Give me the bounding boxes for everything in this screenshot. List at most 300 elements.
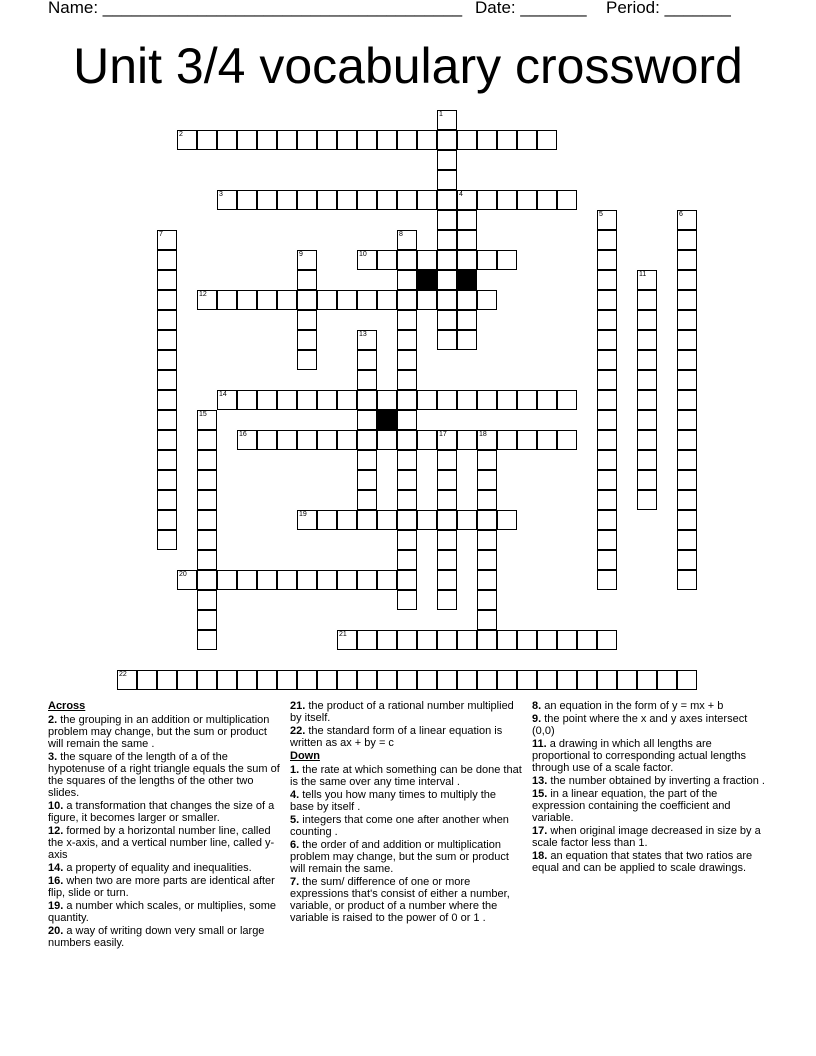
grid-cell[interactable] [157,310,177,330]
grid-cell[interactable] [177,130,197,150]
grid-cell[interactable] [157,270,177,290]
grid-cell[interactable] [397,550,417,570]
grid-cell[interactable] [597,490,617,510]
grid-cell[interactable] [597,350,617,370]
grid-cell[interactable] [377,390,397,410]
grid-cell[interactable] [537,130,557,150]
grid-cell[interactable] [377,630,397,650]
grid-cell[interactable] [437,510,457,530]
grid-cell[interactable] [357,450,377,470]
grid-cell[interactable] [397,510,417,530]
date-field[interactable]: Date: _______ [475,0,587,17]
grid-cell[interactable] [297,130,317,150]
grid-cell[interactable] [397,670,417,690]
grid-cell[interactable] [497,190,517,210]
grid-cell[interactable] [277,670,297,690]
grid-cell[interactable] [437,390,457,410]
grid-cell[interactable] [297,350,317,370]
grid-cell[interactable] [437,530,457,550]
grid-cell[interactable] [337,190,357,210]
grid-cell[interactable] [437,330,457,350]
name-field[interactable]: Name: ______________________________________ [48,0,463,17]
grid-cell[interactable] [297,570,317,590]
grid-cell[interactable] [457,210,477,230]
grid-cell[interactable] [397,470,417,490]
grid-cell[interactable] [237,430,257,450]
grid-cell[interactable] [477,250,497,270]
grid-cell[interactable] [257,570,277,590]
grid-cell[interactable] [357,430,377,450]
grid-cell[interactable] [357,410,377,430]
grid-cell[interactable] [297,670,317,690]
grid-cell[interactable] [457,430,477,450]
grid-cell[interactable] [677,230,697,250]
grid-cell[interactable] [397,490,417,510]
grid-cell[interactable] [357,510,377,530]
grid-cell[interactable] [637,450,657,470]
grid-cell[interactable] [357,470,377,490]
grid-cell[interactable] [637,330,657,350]
grid-cell[interactable] [197,570,217,590]
grid-cell[interactable] [377,510,397,530]
grid-cell[interactable] [677,470,697,490]
grid-cell[interactable] [597,270,617,290]
grid-cell[interactable] [477,450,497,470]
grid-cell[interactable] [397,310,417,330]
grid-cell[interactable] [397,250,417,270]
grid-cell[interactable] [457,230,477,250]
grid-cell[interactable] [397,450,417,470]
grid-cell[interactable] [337,430,357,450]
grid-cell[interactable] [497,430,517,450]
grid-cell[interactable] [637,370,657,390]
grid-cell[interactable] [397,370,417,390]
grid-cell[interactable] [157,230,177,250]
grid-cell[interactable] [137,670,157,690]
grid-cell[interactable] [277,290,297,310]
grid-cell[interactable] [597,390,617,410]
grid-cell[interactable] [437,450,457,470]
grid-cell[interactable] [197,470,217,490]
grid-cell[interactable] [477,670,497,690]
grid-cell[interactable] [597,230,617,250]
grid-cell[interactable] [497,130,517,150]
grid-cell[interactable] [197,670,217,690]
grid-cell[interactable] [217,570,237,590]
grid-cell[interactable] [597,370,617,390]
grid-cell[interactable] [477,430,497,450]
grid-cell[interactable] [677,250,697,270]
grid-cell[interactable] [437,430,457,450]
grid-cell[interactable] [677,530,697,550]
grid-cell[interactable] [317,190,337,210]
grid-cell[interactable] [437,210,457,230]
grid-cell[interactable] [457,190,477,210]
grid-cell[interactable] [677,390,697,410]
grid-cell[interactable] [237,670,257,690]
grid-cell[interactable] [437,550,457,570]
grid-cell[interactable] [677,350,697,370]
grid-cell[interactable] [417,130,437,150]
grid-cell[interactable] [517,670,537,690]
grid-cell[interactable] [197,550,217,570]
grid-cell[interactable] [597,570,617,590]
grid-cell[interactable] [437,590,457,610]
grid-cell[interactable] [457,290,477,310]
grid-cell[interactable] [157,510,177,530]
grid-cell[interactable] [597,510,617,530]
grid-cell[interactable] [677,670,697,690]
grid-cell[interactable] [417,290,437,310]
grid-cell[interactable] [197,490,217,510]
grid-cell[interactable] [477,190,497,210]
grid-cell[interactable] [437,250,457,270]
grid-cell[interactable] [277,430,297,450]
grid-cell[interactable] [297,330,317,350]
grid-cell[interactable] [477,470,497,490]
grid-cell[interactable] [357,370,377,390]
clue-number: 2 [179,131,183,138]
grid-cell[interactable] [257,190,277,210]
grid-cell[interactable] [477,570,497,590]
grid-cell[interactable] [257,390,277,410]
grid-cell[interactable] [597,430,617,450]
grid-cell[interactable] [677,310,697,330]
grid-cell[interactable] [677,410,697,430]
grid-cell[interactable] [477,630,497,650]
grid-cell[interactable] [357,290,377,310]
grid-cell[interactable] [237,390,257,410]
grid-cell[interactable] [417,390,437,410]
grid-cell[interactable] [417,190,437,210]
grid-cell[interactable] [457,310,477,330]
grid-cell[interactable] [357,330,377,350]
grid-cell[interactable] [457,330,477,350]
grid-cell[interactable] [397,410,417,430]
grid-cell[interactable] [417,510,437,530]
grid-cell[interactable] [497,510,517,530]
clue-text: in a linear equation, the part of the expression containing the coefficient and variable. [532,788,731,824]
grid-cell[interactable] [357,390,377,410]
grid-cell[interactable] [337,670,357,690]
grid-cell[interactable] [257,430,277,450]
grid-cell[interactable] [397,130,417,150]
grid-cell[interactable] [357,670,377,690]
grid-cell[interactable] [437,570,457,590]
grid-cell[interactable] [457,630,477,650]
grid-cell[interactable] [257,130,277,150]
grid-cell[interactable] [157,490,177,510]
grid-cell[interactable] [457,250,477,270]
grid-cell[interactable] [557,670,577,690]
grid-cell[interactable] [157,410,177,430]
grid-cell[interactable] [337,390,357,410]
grid-cell[interactable] [317,390,337,410]
grid-cell[interactable] [197,430,217,450]
grid-cell[interactable] [637,410,657,430]
grid-cell[interactable] [397,330,417,350]
grid-cell[interactable] [177,670,197,690]
down-clue [290,764,522,788]
grid-cell[interactable] [157,470,177,490]
grid-cell[interactable] [597,450,617,470]
grid-cell[interactable] [297,290,317,310]
grid-cell[interactable] [557,390,577,410]
grid-cell[interactable] [437,670,457,690]
grid-cell[interactable] [117,670,137,690]
grid-cell[interactable] [197,590,217,610]
grid-cell[interactable] [417,430,437,450]
grid-cell[interactable] [337,630,357,650]
grid-cell[interactable] [157,290,177,310]
grid-cell[interactable] [557,190,577,210]
grid-cell[interactable] [677,270,697,290]
grid-cell[interactable] [637,670,657,690]
grid-cell[interactable] [397,290,417,310]
grid-cell[interactable] [317,510,337,530]
grid-cell[interactable] [497,250,517,270]
grid-cell[interactable] [377,670,397,690]
grid-cell[interactable] [397,230,417,250]
grid-cell[interactable] [177,570,197,590]
grid-cell[interactable] [437,150,457,170]
grid-cell[interactable] [437,230,457,250]
grid-cell[interactable] [357,490,377,510]
grid-cell[interactable] [357,130,377,150]
grid-cell[interactable] [537,630,557,650]
grid-cell[interactable] [297,510,317,530]
grid-cell[interactable] [677,370,697,390]
grid-cell[interactable] [397,570,417,590]
grid-cell[interactable] [357,350,377,370]
grid-cell[interactable] [197,130,217,150]
grid-cell[interactable] [497,670,517,690]
grid-cell[interactable] [517,130,537,150]
grid-cell[interactable] [637,290,657,310]
grid-cell[interactable] [677,450,697,470]
period-field[interactable]: Period: _______ [606,0,731,17]
grid-cell[interactable] [337,570,357,590]
grid-cell[interactable] [197,510,217,530]
grid-cell[interactable] [197,290,217,310]
grid-cell[interactable] [637,470,657,490]
grid-cell[interactable] [237,570,257,590]
grid-cell[interactable] [397,350,417,370]
grid-cell[interactable] [537,190,557,210]
grid-cell[interactable] [317,290,337,310]
grid-cell[interactable] [597,250,617,270]
grid-cell[interactable] [677,290,697,310]
grid-cell[interactable] [337,510,357,530]
grid-cell[interactable] [557,630,577,650]
grid-cell[interactable] [637,430,657,450]
grid-cell[interactable] [197,450,217,470]
grid-cell[interactable] [537,670,557,690]
grid-cell[interactable] [477,290,497,310]
grid-cell[interactable] [417,250,437,270]
grid-cell[interactable] [677,510,697,530]
grid-cell[interactable] [317,670,337,690]
grid-cell[interactable] [377,130,397,150]
grid-cell[interactable] [457,390,477,410]
grid-cell[interactable] [357,630,377,650]
grid-cell[interactable] [497,390,517,410]
grid-cell[interactable] [297,190,317,210]
grid-cell[interactable] [197,630,217,650]
grid-cell[interactable] [277,190,297,210]
grid-cell[interactable] [637,310,657,330]
grid-cell[interactable] [437,630,457,650]
grid-cell[interactable] [597,410,617,430]
grid-cell[interactable] [417,630,437,650]
grid-cell[interactable] [297,250,317,270]
grid-cell[interactable] [597,530,617,550]
grid-cell[interactable] [597,670,617,690]
grid-cell[interactable] [457,130,477,150]
grid-cell[interactable] [357,570,377,590]
grid-cell[interactable] [637,490,657,510]
grid-cell[interactable] [317,570,337,590]
grid-cell[interactable] [437,310,457,330]
grid-cell[interactable] [357,250,377,270]
grid-cell[interactable] [417,670,437,690]
grid-cell[interactable] [437,110,457,130]
grid-cell[interactable] [317,430,337,450]
grid-cell[interactable] [397,530,417,550]
grid-cell[interactable] [437,170,457,190]
grid-cell[interactable] [217,130,237,150]
grid-cell[interactable] [337,290,357,310]
grid-cell[interactable] [237,290,257,310]
grid-cell[interactable] [217,390,237,410]
grid-cell[interactable] [157,450,177,470]
grid-cell[interactable] [317,130,337,150]
grid-cell[interactable] [217,290,237,310]
grid-cell[interactable] [437,490,457,510]
grid-cell[interactable] [537,390,557,410]
grid-cell[interactable] [677,210,697,230]
grid-cell[interactable] [157,350,177,370]
grid-cell[interactable] [217,670,237,690]
grid-cell[interactable] [377,430,397,450]
grid-cell[interactable] [517,190,537,210]
grid-cell[interactable] [397,270,417,290]
grid-cell[interactable] [477,550,497,570]
grid-cell[interactable] [637,350,657,370]
grid-cell[interactable] [397,190,417,210]
grid-cell[interactable] [357,190,377,210]
grid-cell[interactable] [337,130,357,150]
clue-number: 19 [299,511,307,518]
grid-cell[interactable] [377,190,397,210]
grid-cell[interactable] [517,630,537,650]
grid-cell[interactable] [277,570,297,590]
grid-cell[interactable] [397,430,417,450]
grid-cell[interactable] [677,570,697,590]
grid-cell[interactable] [597,550,617,570]
grid-cell[interactable] [677,550,697,570]
grid-cell[interactable] [677,490,697,510]
across-clue [48,751,280,799]
grid-cell[interactable] [157,390,177,410]
grid-cell[interactable] [477,490,497,510]
grid-cell[interactable] [157,670,177,690]
grid-cell[interactable] [477,610,497,630]
grid-cell[interactable] [597,330,617,350]
grid-cell[interactable] [157,530,177,550]
clue-text: when two are more parts are identical after flip, slide or turn. [48,875,275,899]
grid-cell[interactable] [497,630,517,650]
grid-cell[interactable] [397,590,417,610]
grid-cell[interactable] [577,630,597,650]
grid-cell[interactable] [297,390,317,410]
grid-cell[interactable] [217,190,237,210]
grid-cell[interactable] [597,290,617,310]
grid-cell[interactable] [477,390,497,410]
grid-cell[interactable] [437,270,457,290]
grid-cell[interactable] [677,430,697,450]
grid-cell[interactable] [277,130,297,150]
grid-cell[interactable] [237,130,257,150]
grid-cell[interactable] [437,190,457,210]
grid-cell[interactable] [437,130,457,150]
grid-cell[interactable] [157,330,177,350]
grid-cell[interactable] [157,370,177,390]
grid-cell[interactable] [437,470,457,490]
grid-cell[interactable] [477,130,497,150]
grid-cell[interactable] [297,430,317,450]
grid-cell[interactable] [257,670,277,690]
grid-cell[interactable] [597,630,617,650]
grid-cell[interactable] [637,270,657,290]
grid-cell[interactable] [557,430,577,450]
grid-cell[interactable] [397,390,417,410]
grid-cell[interactable] [517,430,537,450]
grid-cell[interactable] [377,250,397,270]
grid-cell[interactable] [277,390,297,410]
grid-cell[interactable] [197,530,217,550]
grid-cell[interactable] [237,190,257,210]
grid-cell[interactable] [477,590,497,610]
grid-cell[interactable] [397,630,417,650]
grid-cell[interactable] [477,530,497,550]
grid-cell[interactable] [617,670,637,690]
grid-cell[interactable] [517,390,537,410]
grid-cell[interactable] [257,290,277,310]
grid-cell[interactable] [597,210,617,230]
grid-cell[interactable] [637,390,657,410]
grid-cell[interactable] [377,570,397,590]
grid-cell[interactable] [377,290,397,310]
grid-cell[interactable] [537,430,557,450]
grid-cell[interactable] [457,510,477,530]
grid-cell[interactable] [297,270,317,290]
grid-cell[interactable] [577,670,597,690]
grid-cell[interactable] [657,670,677,690]
grid-cell[interactable] [197,610,217,630]
grid-cell[interactable] [297,310,317,330]
grid-cell[interactable] [597,310,617,330]
grid-cell[interactable] [437,290,457,310]
grid-cell[interactable] [197,410,217,430]
grid-cell[interactable] [157,250,177,270]
clue-number: 13. [532,775,548,787]
grid-cell[interactable] [597,470,617,490]
grid-cell[interactable] [157,430,177,450]
grid-cell[interactable] [677,330,697,350]
grid-cell[interactable] [457,670,477,690]
grid-cell[interactable] [477,510,497,530]
